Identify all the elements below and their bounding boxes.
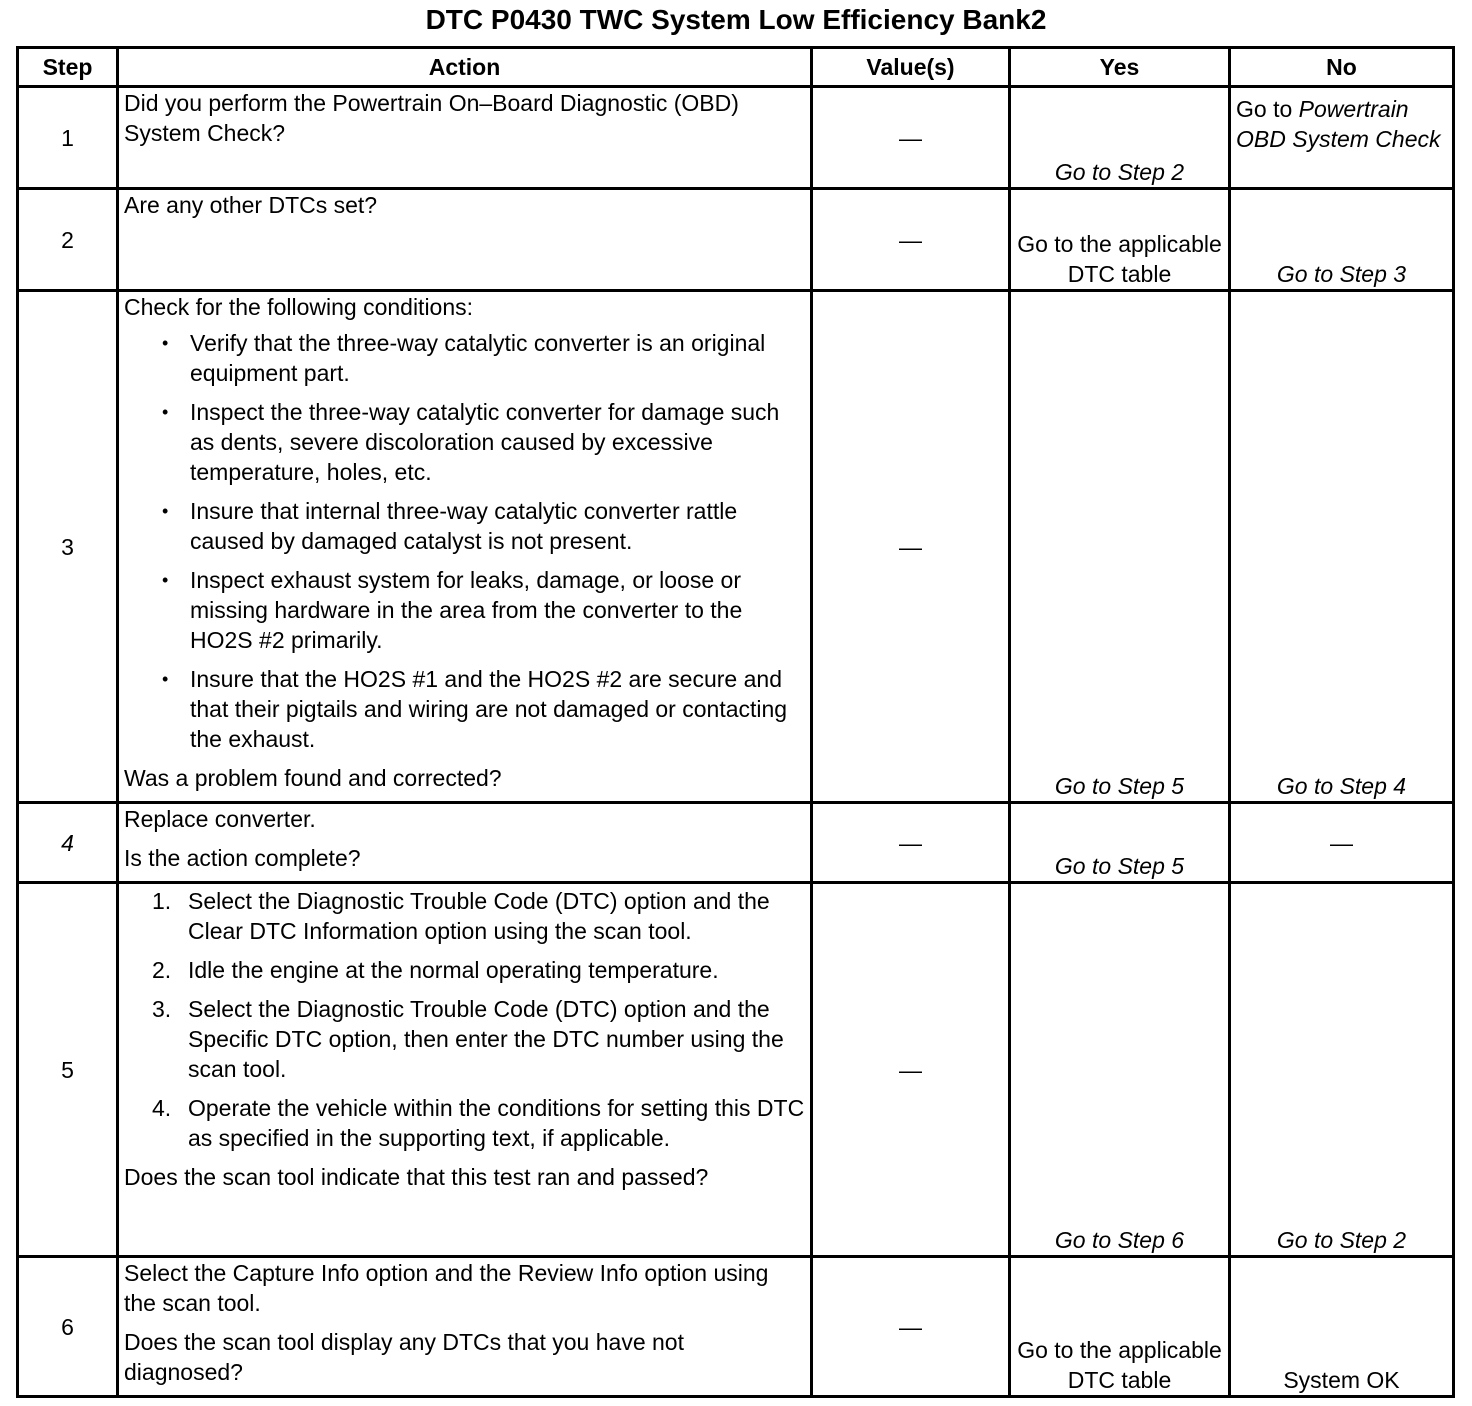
action-question: Does the scan tool display any DTCs that you have not diagnosed?: [124, 1329, 684, 1385]
yes-cell: Go to the applicable DTC table: [1010, 189, 1230, 291]
action-cell: [118, 291, 812, 803]
diagnostic-table: [16, 46, 1455, 1398]
condition-list: [124, 328, 805, 754]
step-number: 4: [18, 803, 118, 883]
item-text: Select the Diagnostic Trouble Code (DTC) option and the Specific DTC option, then enter the DTC number using the scan tool.: [188, 996, 784, 1082]
yes-cell: Go to the applicable DTC table: [1010, 1257, 1230, 1397]
yes-cell: Go to Step 2: [1010, 87, 1230, 189]
value-cell: —: [812, 189, 1010, 291]
value-cell: —: [812, 291, 1010, 803]
list-item: [152, 886, 805, 946]
action-question: Was a problem found and corrected?: [124, 765, 502, 791]
value-cell: —: [812, 803, 1010, 883]
step-number: 5: [18, 883, 118, 1257]
list-item: • Inspect the three-way catalytic converter for damage such as dents, severe discoloration caused by excessive temperature, holes, etc.: [190, 397, 805, 487]
header-no: No: [1230, 48, 1454, 87]
no-prefix: Go to: [1236, 96, 1299, 122]
action-cell: [118, 883, 812, 1257]
action-cell: [118, 87, 812, 189]
no-cell: Go to Step 2: [1230, 883, 1454, 1257]
table-row-step-2: [18, 189, 1454, 291]
action-text: Are any other DTCs set?: [124, 192, 378, 218]
table-row-step-1: [18, 87, 1454, 189]
header-action: Action: [118, 48, 812, 87]
action-text: Did you perform the Powertrain On–Board Diagnostic (OBD) System Check?: [124, 90, 739, 146]
item-text: Select the Diagnostic Trouble Code (DTC) option and the Clear DTC Information option using the scan tool.: [188, 888, 770, 944]
table-row-step-3: [18, 291, 1454, 803]
action-question: Does the scan tool indicate that this test ran and passed?: [124, 1164, 709, 1190]
page-title: DTC P0430 TWC System Low Efficiency Bank2: [425, 4, 1047, 35]
procedure-list: [124, 886, 805, 1153]
header-yes: Yes: [1010, 48, 1230, 87]
step-number: 3: [18, 291, 118, 803]
no-link: Powertrain OBD System Check: [1236, 96, 1441, 152]
step-number: 6: [18, 1257, 118, 1397]
action-cell: [118, 1257, 812, 1397]
list-item: • Insure that internal three-way catalytic converter rattle caused by damaged catalyst is not present.: [190, 496, 805, 556]
item-number: 1.: [152, 888, 172, 914]
yes-cell: Go to Step 6: [1010, 883, 1230, 1257]
value-cell: —: [812, 883, 1010, 1257]
step-number: 2: [18, 189, 118, 291]
list-item: [152, 994, 805, 1084]
header-step: Step: [18, 48, 118, 87]
action-intro: Check for the following conditions:: [124, 294, 474, 320]
list-item: • Verify that the three-way catalytic converter is an original equipment part.: [190, 328, 805, 388]
no-cell: Go to Step 3: [1230, 189, 1454, 291]
no-cell: System OK: [1230, 1257, 1454, 1397]
action-text: Replace converter.: [124, 806, 316, 832]
item-text: Idle the engine at the normal operating temperature.: [188, 957, 719, 983]
list-item: • Insure that the HO2S #1 and the HO2S #2 are secure and that their pigtails and wiring are not damaged or contacting the exhaust.: [190, 664, 805, 754]
step-number: 1: [18, 87, 118, 189]
yes-cell: Go to Step 5: [1010, 803, 1230, 883]
item-number: 2.: [152, 957, 172, 983]
header-row: [18, 48, 1454, 87]
action-question: Is the action complete?: [124, 845, 361, 871]
yes-cell: Go to Step 5: [1010, 291, 1230, 803]
table-row-step-4: [18, 803, 1454, 883]
no-cell: Go to Step 4: [1230, 291, 1454, 803]
header-value: Value(s): [812, 48, 1010, 87]
action-text: Select the Capture Info option and the Review Info option using the scan tool.: [124, 1260, 769, 1316]
no-cell: —: [1230, 803, 1454, 883]
action-cell: [118, 803, 812, 883]
table-row-step-5: [18, 883, 1454, 1257]
no-cell: [1230, 87, 1454, 189]
value-cell: —: [812, 1257, 1010, 1397]
item-number: 3.: [152, 996, 172, 1022]
value-cell: —: [812, 87, 1010, 189]
list-item: [152, 955, 805, 985]
item-text: Operate the vehicle within the conditions for setting this DTC as specified in the supporting text, if applicable.: [188, 1095, 805, 1151]
list-item: • Inspect exhaust system for leaks, damage, or loose or missing hardware in the area from the converter to the HO2S #2 primarily.: [190, 565, 805, 655]
table-row-step-6: [18, 1257, 1454, 1397]
item-number: 4.: [152, 1095, 172, 1121]
action-cell: [118, 189, 812, 291]
list-item: [152, 1093, 805, 1153]
